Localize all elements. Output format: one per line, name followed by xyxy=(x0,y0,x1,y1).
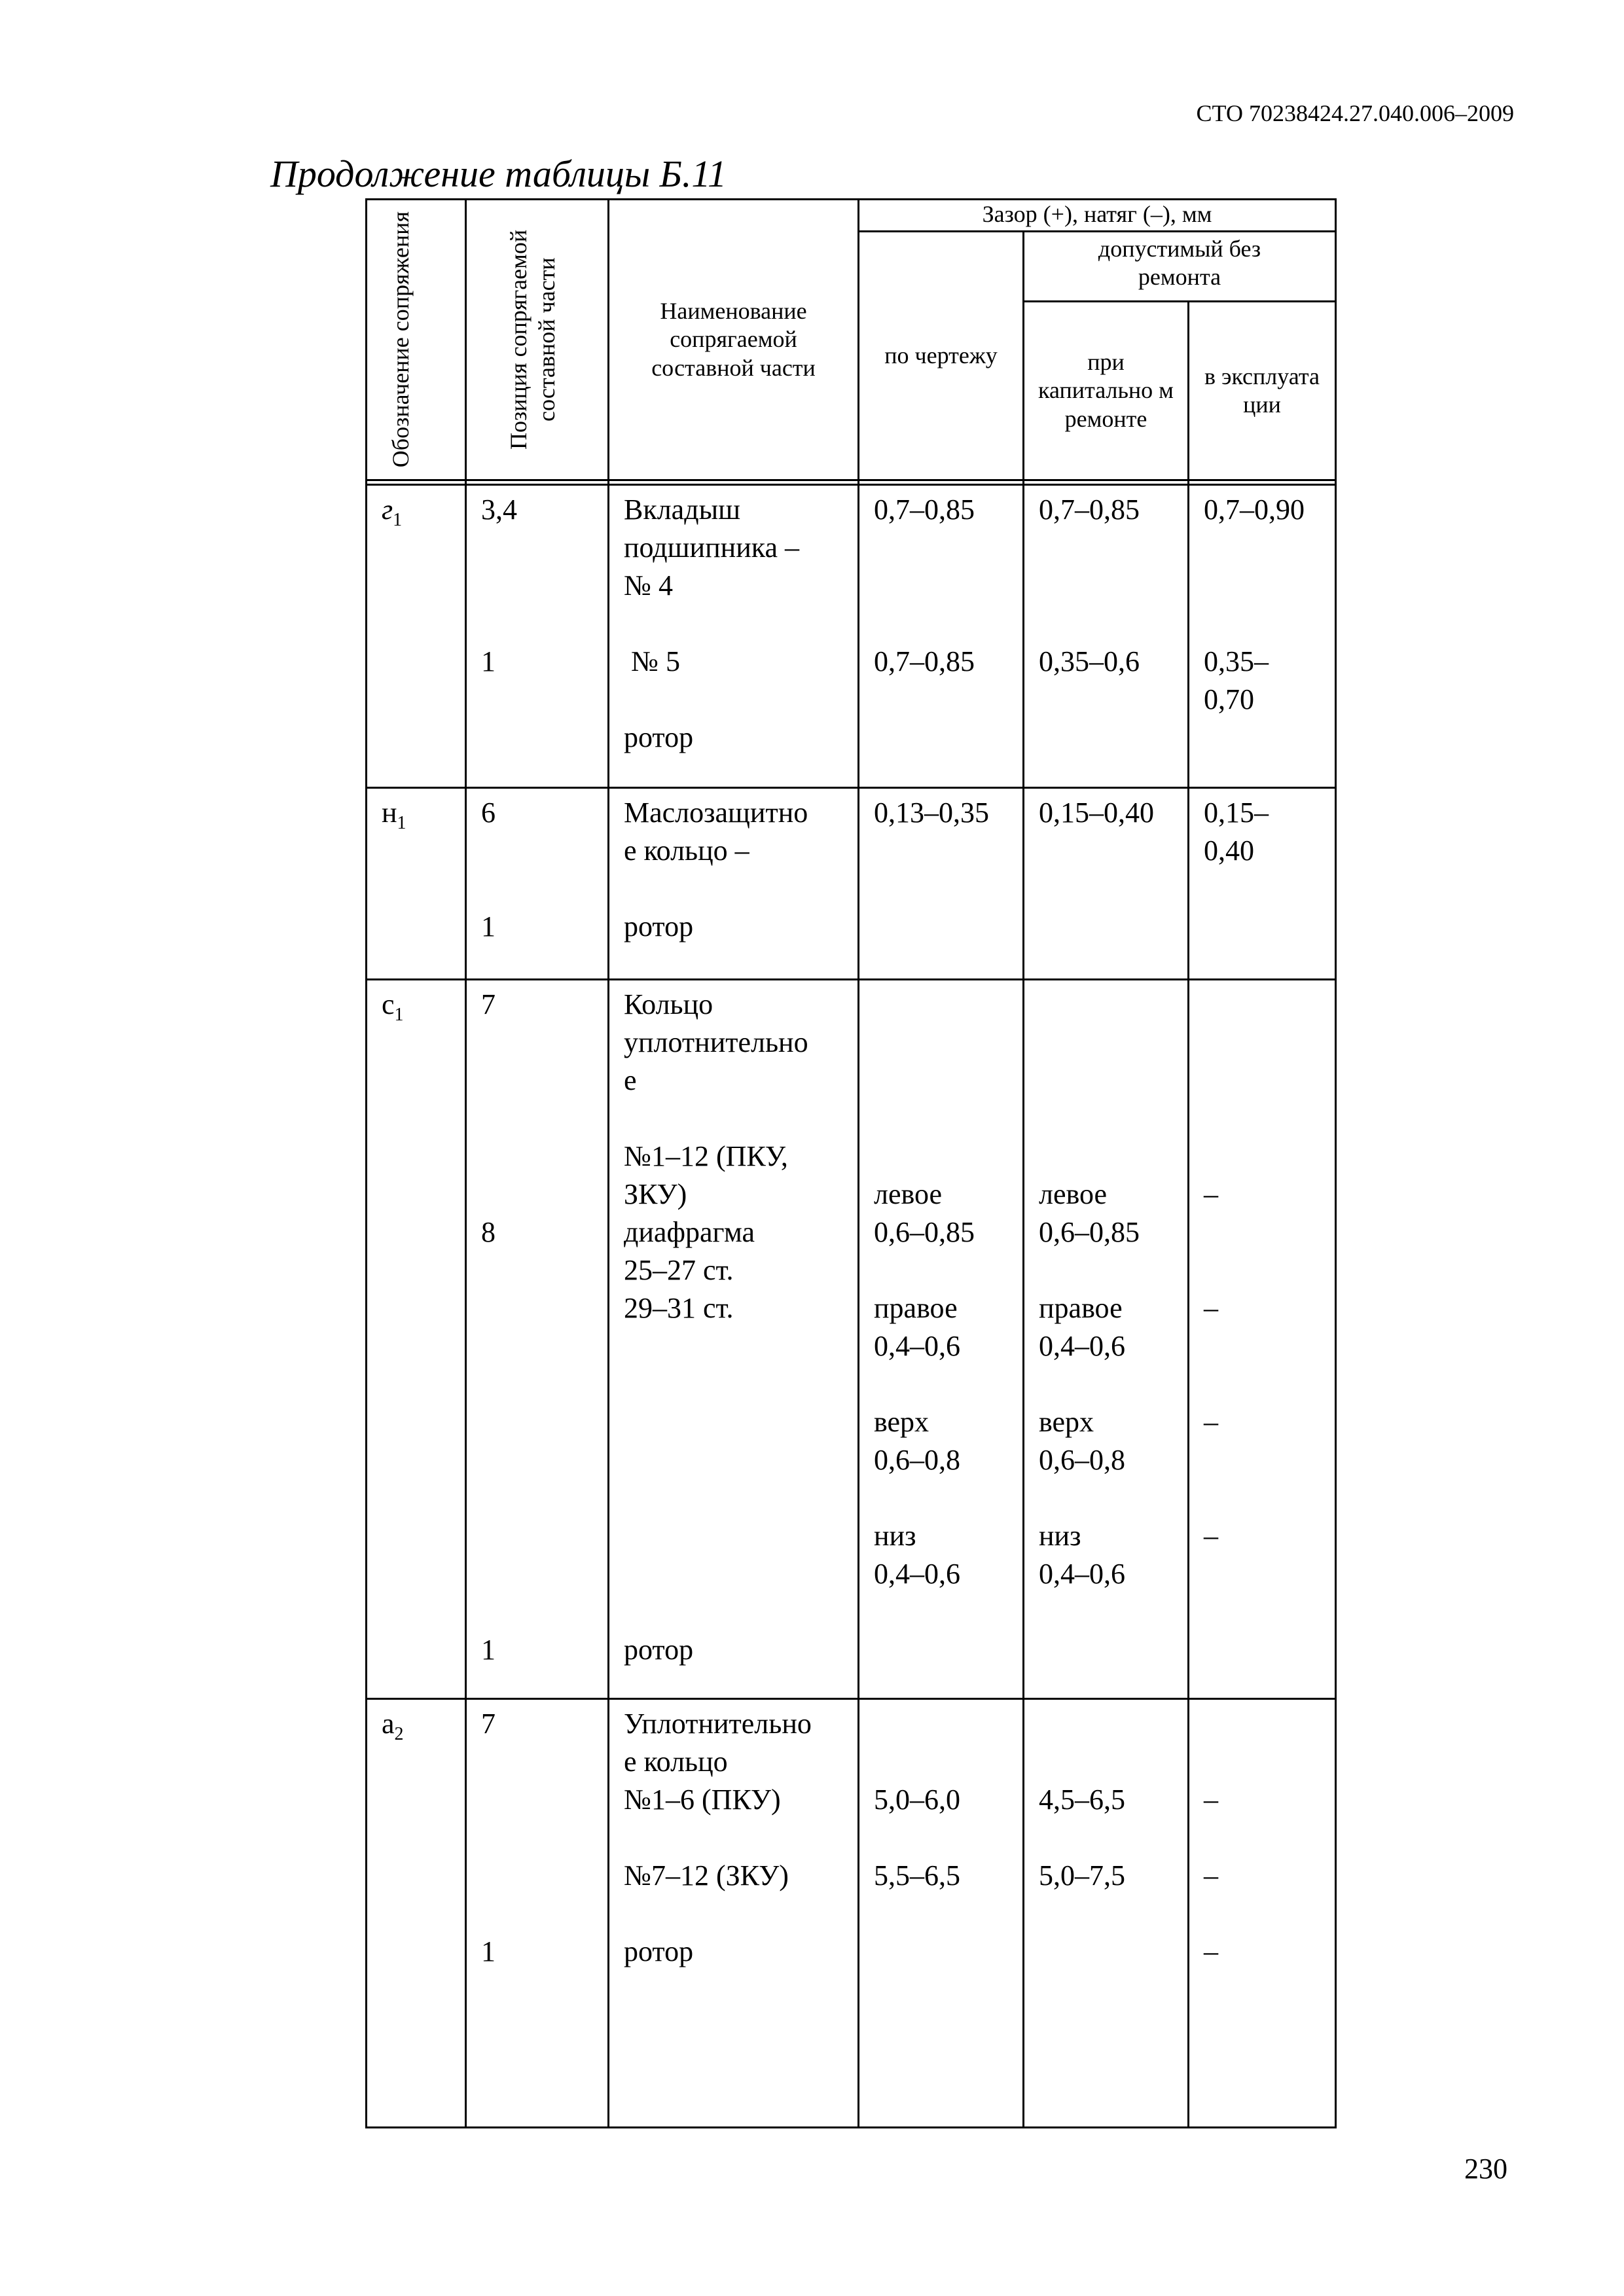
header-per-drawing: по чертежу xyxy=(859,232,1024,480)
designation-cell: $а_2$ xyxy=(367,1699,466,2128)
table-row xyxy=(367,980,1336,1699)
header-gap-group: Зазор (+), натяг (–), мм xyxy=(859,200,1336,232)
name-cell: Кольцо уплотнительно е №1–12 (ПКУ, ЗКУ) диафрагма 25–27 ст. 29–31 ст. ротор xyxy=(609,980,859,1699)
overhaul-cell: 0,15–0,40 xyxy=(1024,788,1189,980)
page-number: 230 xyxy=(1464,2153,1507,2185)
clearance-table xyxy=(365,198,1337,2128)
position-cell: 7 1 xyxy=(466,1699,609,2128)
header-allowed-group: допустимый без ремонта xyxy=(1024,232,1336,302)
document-code: СТО 70238424.27.040.006–2009 xyxy=(1196,100,1514,126)
operation-cell: 0,15– 0,40 xyxy=(1189,788,1336,980)
drawing-cell: 5,0–6,0 5,5–6,5 xyxy=(859,1699,1024,2128)
overhaul-cell: 0,7–0,85 0,35–0,6 xyxy=(1024,485,1189,788)
operation-cell: – – – – xyxy=(1189,980,1336,1699)
table-row xyxy=(367,788,1336,980)
designation-cell: $н_1$ xyxy=(367,788,466,980)
header-operation: в эксплуата ции xyxy=(1189,302,1336,480)
name-cell: Маслозащитно е кольцо – ротор xyxy=(609,788,859,980)
name-cell: Уплотнительно е кольцо №1–6 (ПКУ) №7–12 (ЗКУ) ротор xyxy=(609,1699,859,2128)
header-name: Наименование сопрягаемой составной части xyxy=(609,200,859,480)
name-cell: Вкладыш подшипника – № 4 № 5 ротор xyxy=(609,485,859,788)
table-caption: Продолжение таблицы Б.11 xyxy=(270,152,727,195)
operation-cell: – – – xyxy=(1189,1699,1336,2128)
designation-cell: $г_1$ xyxy=(367,485,466,788)
operation-cell: 0,7–0,90 0,35– 0,70 xyxy=(1189,485,1336,788)
drawing-cell: левое 0,6–0,85 правое 0,4–0,6 верх 0,6–0,8 низ 0,4–0,6 xyxy=(859,980,1024,1699)
overhaul-cell: 4,5–6,5 5,0–7,5 xyxy=(1024,1699,1189,2128)
header-position: Позиция сопрягаемой составной части xyxy=(505,229,560,450)
designation-cell: $с_1$ xyxy=(367,980,466,1699)
table-row xyxy=(367,1699,1336,2128)
position-cell: 6 1 xyxy=(466,788,609,980)
position-cell: 3,4 1 xyxy=(466,485,609,788)
drawing-cell: 0,7–0,85 0,7–0,85 xyxy=(859,485,1024,788)
overhaul-cell: левое 0,6–0,85 правое 0,4–0,6 верх 0,6–0,8 низ 0,4–0,6 xyxy=(1024,980,1189,1699)
header-position-cell xyxy=(466,200,609,480)
header-overhaul: при капитально м ремонте xyxy=(1024,302,1189,480)
position-cell: 7 8 1 xyxy=(466,980,609,1699)
drawing-cell: 0,13–0,35 xyxy=(859,788,1024,980)
table-row xyxy=(367,485,1336,788)
header-designation: Обозначение сопряжения xyxy=(387,211,414,468)
header-designation-cell xyxy=(367,200,466,480)
